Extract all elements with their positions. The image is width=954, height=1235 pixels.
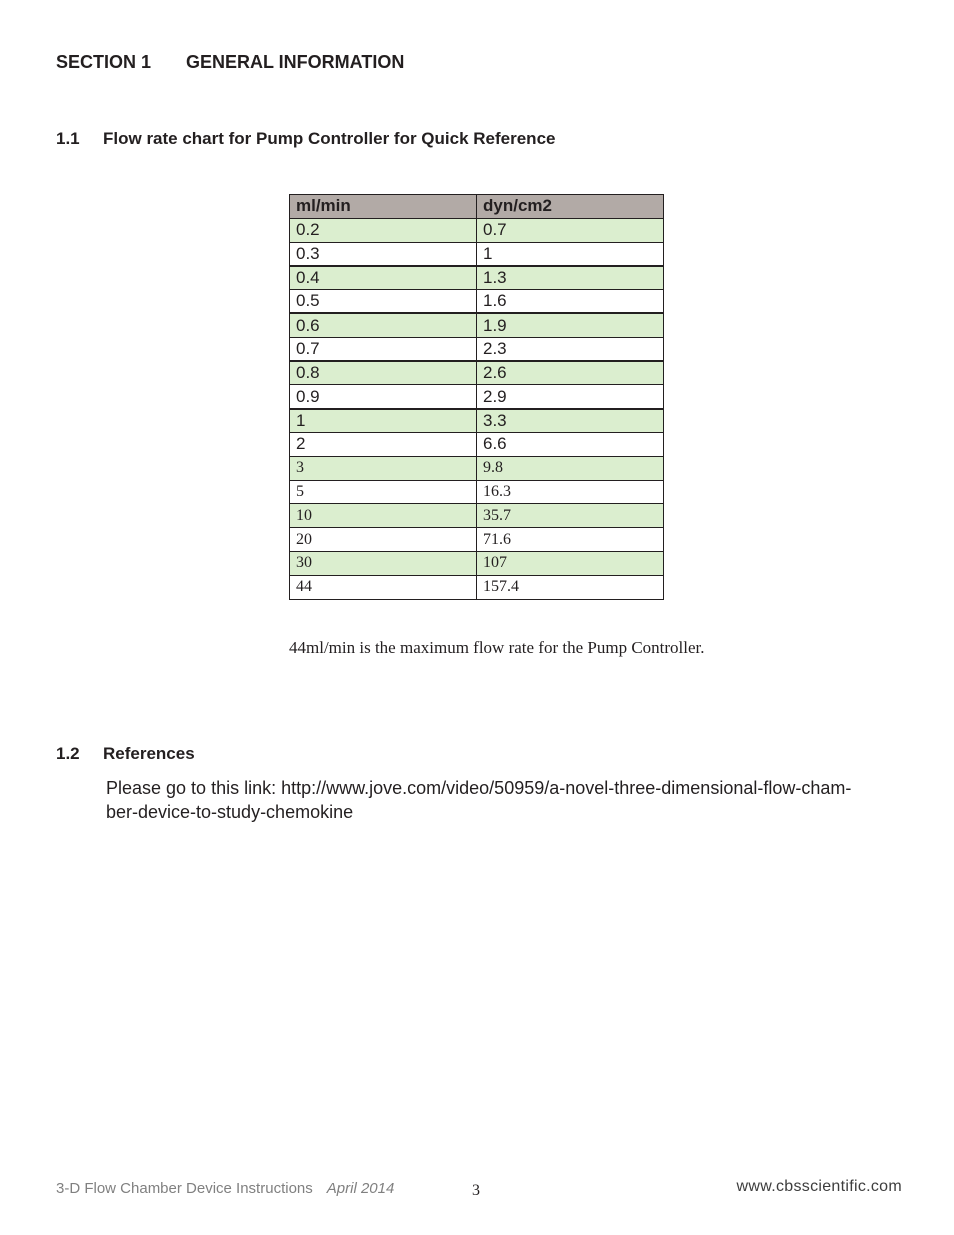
- cell-ml-min: 30: [290, 551, 477, 575]
- column-header-ml-min: ml/min: [290, 195, 477, 219]
- reference-line-2: ber-device-to-study-chemokine: [106, 802, 354, 822]
- table-row: [290, 504, 664, 528]
- cell-ml-min: 0.3: [290, 242, 477, 266]
- table-row: [290, 313, 664, 337]
- table-row: [290, 432, 664, 456]
- cell-ml-min: 0.7: [290, 337, 477, 361]
- cell-dyn-cm2: 16.3: [477, 480, 664, 504]
- cell-dyn-cm2: 2.6: [477, 361, 664, 385]
- footer-doc-info: [56, 1180, 394, 1197]
- cell-ml-min: 1: [290, 409, 477, 433]
- cell-ml-min: 5: [290, 480, 477, 504]
- cell-ml-min: 0.6: [290, 313, 477, 337]
- cell-ml-min: 0.4: [290, 266, 477, 290]
- subsection-heading-flow-rate: [56, 129, 555, 149]
- page-number: 3: [472, 1182, 480, 1199]
- table-row: [290, 242, 664, 266]
- table-row: [290, 409, 664, 433]
- table-row: [290, 337, 664, 361]
- cell-ml-min: 0.8: [290, 361, 477, 385]
- subsection-number: 1.1: [56, 129, 80, 148]
- flow-rate-table: [289, 194, 664, 600]
- column-header-dyn-cm2: dyn/cm2: [477, 195, 664, 219]
- section-number: SECTION 1: [56, 52, 152, 72]
- table-row: [290, 385, 664, 409]
- table-row: [290, 218, 664, 242]
- cell-dyn-cm2: 6.6: [477, 432, 664, 456]
- table-row: [290, 551, 664, 575]
- cell-dyn-cm2: 9.8: [477, 456, 664, 480]
- cell-ml-min: 20: [290, 528, 477, 552]
- table-row: [290, 361, 664, 385]
- cell-dyn-cm2: 3.3: [477, 409, 664, 433]
- footer-doc-title: 3-D Flow Chamber Device Instructions: [56, 1180, 313, 1197]
- subsection-title: Flow rate chart for Pump Controller for Quick Reference: [103, 129, 556, 148]
- reference-text: [106, 776, 906, 824]
- footer-website: www.cbsscientific.com: [736, 1178, 902, 1195]
- table-header-row: [290, 195, 664, 219]
- section-heading: [56, 52, 404, 73]
- table-row: [290, 266, 664, 290]
- cell-ml-min: 44: [290, 575, 477, 599]
- cell-ml-min: 10: [290, 504, 477, 528]
- cell-dyn-cm2: 1.9: [477, 313, 664, 337]
- subsection-number: 1.2: [56, 744, 80, 763]
- cell-dyn-cm2: 35.7: [477, 504, 664, 528]
- cell-ml-min: 2: [290, 432, 477, 456]
- cell-dyn-cm2: 157.4: [477, 575, 664, 599]
- cell-dyn-cm2: 2.9: [477, 385, 664, 409]
- subsection-heading-references: [56, 744, 195, 764]
- table-row: [290, 480, 664, 504]
- cell-dyn-cm2: 2.3: [477, 337, 664, 361]
- footer-date: April 2014: [326, 1180, 395, 1197]
- section-title: GENERAL INFORMATION: [186, 52, 405, 72]
- subsection-title: References: [103, 744, 195, 763]
- cell-dyn-cm2: 1: [477, 242, 664, 266]
- cell-ml-min: 0.5: [290, 290, 477, 314]
- max-flow-note: 44ml/min is the maximum flow rate for the Pump Controller.: [289, 638, 705, 657]
- table-row: [290, 456, 664, 480]
- cell-dyn-cm2: 71.6: [477, 528, 664, 552]
- table-row: [290, 290, 664, 314]
- table-row: [290, 528, 664, 552]
- cell-dyn-cm2: 1.6: [477, 290, 664, 314]
- cell-dyn-cm2: 0.7: [477, 218, 664, 242]
- reference-line-1: Please go to this link: http://www.jove.com/video/50959/a-novel-three-dimensional-flow-cham-: [106, 778, 852, 798]
- cell-ml-min: 0.9: [290, 385, 477, 409]
- cell-ml-min: 0.2: [290, 218, 477, 242]
- table-row: [290, 575, 664, 599]
- cell-dyn-cm2: 107: [477, 551, 664, 575]
- cell-dyn-cm2: 1.3: [477, 266, 664, 290]
- cell-ml-min: 3: [290, 456, 477, 480]
